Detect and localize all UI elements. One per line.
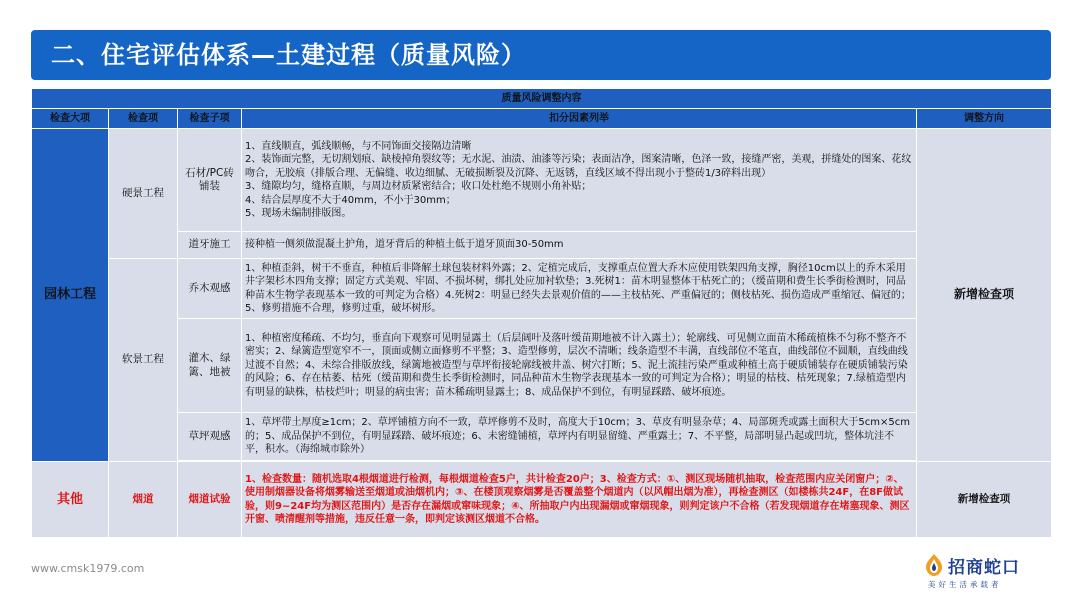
- desc-shrub: 1、种植密度稀疏、不均匀，垂直向下观察可见明显露土（后层阔叶及落叶缓苗期地被不计入露土）；轮廓线、可见侧立面苗木稀疏植株不匀称不整齐不密实；2、绿篱造型宽窄不一，顶面或侧立面修剪不平整；3、造型修剪，层次不清晰；线条造型不丰满，直线部位不笔直，曲线部位不圆顺，直线曲线过渡不自然；4、未综合排版放线，绿篱地被造型与草坪衔接轮廓线被井盖、树穴打断；5、泥土流挂污染严重或种植土高于硬质铺装存在硬质铺装污染的风险；6、存在枯萎、枯死（缓苗期和费生长季街检测时，同品种苗木生物学表现基本一致的可判定为合格）；明显的枯枝、枯死现象；7.绿植造型内有明显的缺株，枯枝烂叶；明显的病虫害；苗木稀疏明显露土；8、成品保护不到位，有明显踩踏、破坏痕迹。: [242, 319, 917, 413]
- column-header-deductions: 扣分因素列举: [242, 109, 917, 129]
- page-title: 二、住宅评估体系—土建过程（质量风险）: [31, 30, 1051, 80]
- desc-line: 2、装饰面完整，无切割划痕、缺棱掉角裂纹等；无水泥、油渍、油漆等污染；表面洁净，图案清晰，色泽一致，接缝严密，美观，拼缝处的图案、花纹吻合，无胶痕（排版合理、无偏缝、收边细腻、无破损断裂及沉降、无返锈，直线区域不得出现小于整砖1/3碎料出现）: [245, 154, 912, 179]
- desc-flue-test: 1、检查数量：随机选取4根烟道进行检测，每根烟道检查5户，共计检查20户；3、检查方式：①、测区现场随机抽取，检查范围内应关闭窗户；②、使用制烟器设备将烟雾输送至烟道或油烟机内；③、在楼顶观察烟雾是否覆盖整个烟道内（以风帽出烟为准），再检查测区（如楼栋共24F，在8F做试验，则9~24F均为测区范围内）是否存在漏烟或窜味现象；④、所抽取户内出现漏烟或窜烟现象，则判定该户不合格（若发现烟道存在堵塞现象、测区开窗、喷清醒剂等措施，违反任意一条，即判定该测区烟道不合格。: [242, 462, 917, 538]
- logo-name: 招商蛇口: [948, 558, 1020, 578]
- desc-line: 3、缝隙均匀，缝格直顺，与周边材质紧密结合；收口处杜绝不规则小角补贴；: [245, 181, 592, 192]
- subitem-lawn: 草坪观感: [178, 413, 242, 461]
- subitem-tree: 乔木观感: [178, 259, 242, 319]
- desc-curb: 接种植一侧须做混凝土护角，道牙背后的种植土低于道牙顶面30-50mm: [242, 232, 917, 259]
- subitem-flue-test: 烟道试验: [178, 462, 242, 538]
- table-main-header: 质量风险调整内容: [32, 89, 1052, 109]
- subitem-curb: 道牙施工: [178, 232, 242, 259]
- item-hardscape: 硬景工程: [109, 129, 178, 259]
- category-garden: 园林工程: [32, 129, 109, 462]
- company-logo: [924, 553, 1048, 593]
- item-softscape: 软景工程: [109, 259, 178, 462]
- item-flue: 烟道: [109, 462, 178, 538]
- subitem-stone-paving: 石材/PC砖铺装: [178, 129, 242, 232]
- quality-risk-table: [31, 88, 1052, 538]
- column-header-category: 检查大项: [32, 109, 109, 129]
- category-other: 其他: [32, 462, 109, 538]
- desc-line: 1、直线顺直，弧线顺畅，与不同饰面交接隔边清晰: [245, 140, 472, 152]
- desc-line: 4、结合层厚度不大于40mm，不小于30mm；: [245, 194, 456, 206]
- column-header-item: 检查项: [109, 109, 178, 129]
- column-header-subitem: 检查子项: [178, 109, 242, 129]
- desc-line: 5、现场未编制排版图。: [245, 208, 352, 219]
- desc-stone-paving: [242, 129, 917, 232]
- direction-other: 新增检查项: [917, 462, 1052, 538]
- logo-slogan: 美好生活承载者: [928, 580, 1002, 589]
- logo-mark-icon: [924, 553, 944, 577]
- desc-tree: 1、种植歪斜，树干不垂直，种植后非降解土球包装材料外露；2、定植完成后，支撑重点位置大乔木应使用铁架四角支撑，胸径10cm以上的乔木采用井字架杉木四角支撑；固定方式美观、牢固、不损坏树，绑扎处应加衬软垫；3.死树1：苗木明显整体干枯死亡的；（缓苗期和费生长季街检测时，同品种苗木生物学表现基本一致的可判定为合格）4.死树2：明显已经失去景观价值的——主枝枯死、严重偏冠的；侧枝枯死、损伤造成严重缩冠、偏冠的；5、修剪措施不合理，修剪过重，破坏树形。: [242, 259, 917, 319]
- footer-url: www.cmsk1979.com: [31, 562, 145, 575]
- direction-garden: 新增检查项: [917, 129, 1052, 462]
- desc-lawn: 1、草坪带土厚度≥1cm；2、草坪铺植方向不一致，草坪修剪不及时，高度大于10cm；3、草皮有明显杂草；4、局部斑秃或露土面积大于5cm×5cm的；5、成品保护不到位，有明显踩踏、破坏痕迹；6、未密缝铺植，草坪内有明显留缝、严重露土；7、不平整，局部明显凸起或凹坑，整体坑洼不平，积水。（海绵城市除外）: [242, 413, 917, 461]
- subitem-shrub: 灌木、绿篱、地被: [178, 319, 242, 413]
- column-header-direction: 调整方向: [917, 109, 1052, 129]
